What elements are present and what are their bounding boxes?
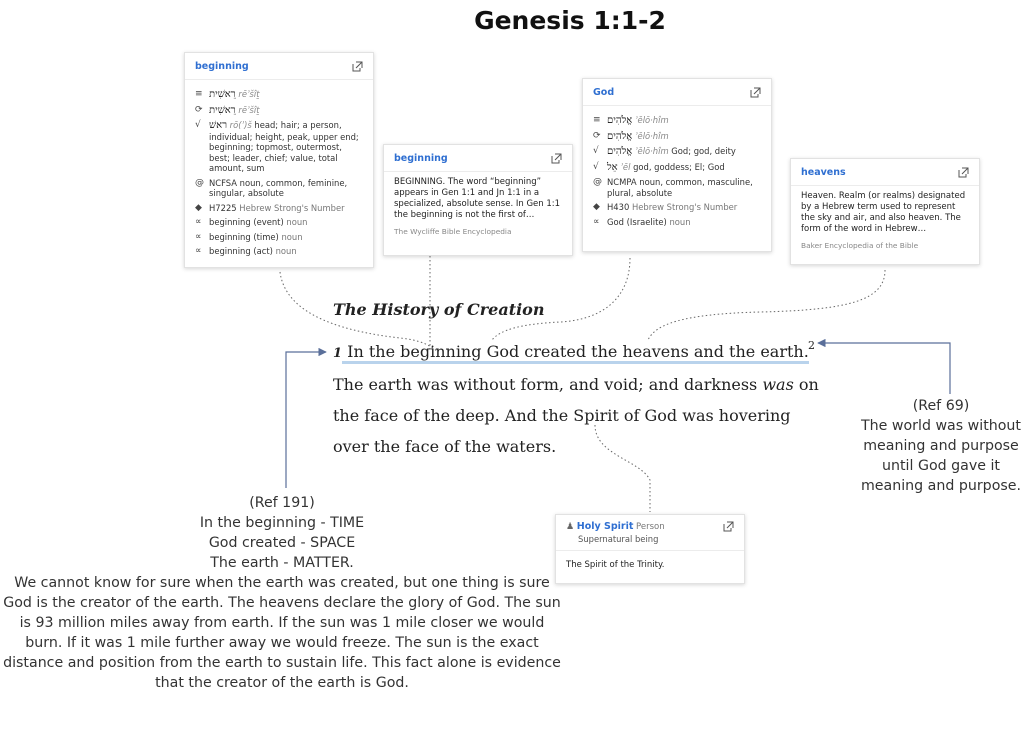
section-heading: The History of Creation bbox=[333, 300, 545, 319]
hebrew-word[interactable]: רֵאשִׁית bbox=[209, 89, 236, 100]
card-title[interactable]: beginning bbox=[394, 152, 448, 164]
entity-description: The Spirit of the Trinity. bbox=[566, 560, 665, 570]
verse-1[interactable] bbox=[333, 336, 823, 369]
note-paragraph: We cannot know for sure when the earth was created, but one thing is sure God is the creator of the earth. The heavens declare the glory of God. The sun is 93 million miles away from earth. If the sun was 1 mile closer we would burn. If it was 1 mile further away we would freeze. The sun is the exact distance and position from the earth to sustain life. This fact alone is evidence that the creator of the earth is God. bbox=[3, 575, 561, 691]
definition-icon: ≡ bbox=[195, 89, 203, 99]
root-gloss: God; god, deity bbox=[671, 146, 736, 156]
card-title[interactable]: Holy Spirit bbox=[576, 521, 634, 532]
sense-icon: ∝ bbox=[593, 216, 600, 227]
verse-2-line-1[interactable] bbox=[333, 369, 823, 400]
note-line: God created - SPACE bbox=[208, 535, 356, 551]
morphology-text: noun, common, feminine, singular, absolute bbox=[209, 177, 348, 198]
encyclopedia-card-heavens[interactable] bbox=[790, 158, 980, 265]
note-line: In the beginning - TIME bbox=[199, 515, 365, 531]
person-icon: ♟ bbox=[566, 522, 575, 532]
sense-pos: noun bbox=[286, 217, 308, 227]
source-title[interactable]: Baker Encyclopedia of the Bible bbox=[801, 241, 919, 250]
encyclopedia-card-beginning[interactable] bbox=[383, 144, 573, 256]
sense-icon: ∝ bbox=[195, 231, 202, 242]
strongs-icon: ◆ bbox=[195, 202, 202, 213]
strongs-number[interactable]: H430 bbox=[607, 202, 630, 212]
sense-label[interactable]: God (Israelite) bbox=[607, 216, 667, 227]
lemma-icon: ⟳ bbox=[195, 104, 203, 115]
card-title[interactable]: God bbox=[593, 86, 615, 98]
transliteration: ʾĕlō·hîm bbox=[634, 115, 669, 125]
note-line: The earth - MATTER. bbox=[210, 555, 354, 571]
note-ref-label: (Ref 191) bbox=[249, 495, 315, 511]
footnote-marker[interactable]: 2 bbox=[808, 339, 815, 352]
lemma-icon: ⟳ bbox=[593, 130, 601, 141]
hebrew-root[interactable]: אֱלֹהִים bbox=[607, 146, 633, 157]
sense-pos: noun bbox=[669, 216, 691, 227]
transliteration: ʾĕlō·hîm bbox=[634, 146, 669, 156]
sense-icon: ∝ bbox=[195, 246, 202, 256]
transliteration: rō(ʾ)š bbox=[229, 120, 252, 130]
hebrew-root[interactable]: אֵל bbox=[607, 161, 618, 173]
note-ref-191 bbox=[2, 493, 562, 693]
article-excerpt: Heaven. Realm (or realms) designated by a Hebrew term used to represent the sky and air, and also heaven. The form of the word in Hebrew… bbox=[801, 191, 966, 234]
popout-icon[interactable] bbox=[352, 61, 363, 72]
hebrew-lemma[interactable]: רֵאשִׁית bbox=[209, 104, 236, 116]
transliteration: ʾĕlō·hîm bbox=[634, 130, 669, 141]
root-icon: √ bbox=[593, 161, 599, 172]
strongs-text: Hebrew Strong's Number bbox=[631, 202, 738, 212]
note-ref-69 bbox=[855, 396, 1023, 496]
sense-pos: noun bbox=[281, 231, 303, 242]
verse-2-line-3[interactable]: over the face of the waters. bbox=[333, 437, 557, 456]
source-title[interactable]: The Wycliffe Bible Encyclopedia bbox=[394, 227, 512, 236]
popout-icon[interactable] bbox=[750, 87, 761, 98]
root-gloss: head; hair; a person, individual; height, peak, upper end; beginning; topmost, outermost, best; leader, chief; value, total amount, sum bbox=[209, 120, 359, 173]
transliteration: rēʾšîṯ bbox=[238, 104, 260, 115]
sense-label[interactable]: beginning (event) bbox=[209, 217, 284, 227]
popout-icon[interactable] bbox=[551, 153, 562, 164]
strongs-number[interactable]: H7225 bbox=[209, 202, 237, 213]
definition-icon: ≡ bbox=[593, 115, 601, 125]
root-gloss: god, goddess; El; God bbox=[633, 161, 725, 172]
note-ref-label: (Ref 69) bbox=[912, 398, 970, 414]
hebrew-root[interactable]: ראשׁ bbox=[209, 120, 227, 131]
popout-icon[interactable] bbox=[958, 167, 969, 178]
sense-pos: noun bbox=[275, 246, 297, 256]
bible-passage bbox=[333, 336, 823, 462]
root-icon: √ bbox=[593, 146, 599, 156]
verse-1-text[interactable]: In the beginning God created the heavens and the earth. bbox=[342, 342, 809, 364]
verse-2-line-2[interactable]: the face of the deep. And the Spirit of God was hovering bbox=[333, 406, 791, 425]
hebrew-word[interactable]: אֱלֹהִים bbox=[607, 115, 633, 126]
leader-god bbox=[492, 258, 630, 340]
card-title[interactable]: beginning bbox=[195, 60, 249, 72]
verse-number[interactable]: 1 bbox=[333, 346, 343, 361]
verse-2-text-a[interactable]: The earth was without form, and void; and darkness bbox=[333, 375, 763, 394]
sense-label[interactable]: beginning (time) bbox=[209, 231, 279, 242]
note-text: The world was without meaning and purpose until God gave it meaning and purpose. bbox=[860, 418, 1022, 494]
morphology-code[interactable]: NCMPA bbox=[607, 177, 637, 187]
entity-subtitle: Supernatural being bbox=[578, 534, 659, 544]
entity-type: Person bbox=[636, 522, 665, 532]
card-title[interactable]: heavens bbox=[801, 166, 846, 178]
morphology-text: noun, common, masculine, plural, absolute bbox=[607, 177, 753, 198]
morphology-icon: @ bbox=[593, 177, 602, 187]
sense-icon: ∝ bbox=[195, 217, 202, 227]
word-card-beginning[interactable] bbox=[184, 52, 374, 268]
strongs-icon: ◆ bbox=[593, 202, 600, 212]
leader-heavens bbox=[648, 270, 885, 340]
arrow-ref-69 bbox=[818, 343, 950, 394]
strongs-text: Hebrew Strong's Number bbox=[239, 202, 345, 213]
page-title: Genesis 1:1-2 bbox=[474, 6, 666, 35]
arrow-ref-191 bbox=[286, 352, 326, 488]
verse-2-text-b[interactable]: on bbox=[793, 375, 819, 394]
transliteration: ʾēl bbox=[620, 161, 631, 172]
transliteration: rēʾšîṯ bbox=[238, 89, 260, 99]
word-card-god[interactable] bbox=[582, 78, 772, 252]
italic-word[interactable]: was bbox=[762, 375, 794, 394]
morphology-code[interactable]: NCFSA bbox=[209, 177, 237, 188]
sense-label[interactable]: beginning (act) bbox=[209, 246, 273, 256]
root-icon: √ bbox=[195, 120, 201, 130]
article-excerpt: BEGINNING. The word “beginning” appears in Gen 1:1 and Jn 1:1 in a specialized, absolute sense. In Gen 1:1 the beginning is not the first of… bbox=[394, 177, 561, 220]
popout-icon[interactable] bbox=[723, 521, 734, 532]
hebrew-lemma[interactable]: אֱלֹהִים bbox=[607, 130, 633, 142]
entity-card-holy-spirit[interactable] bbox=[555, 514, 745, 584]
morphology-icon: @ bbox=[195, 177, 204, 188]
